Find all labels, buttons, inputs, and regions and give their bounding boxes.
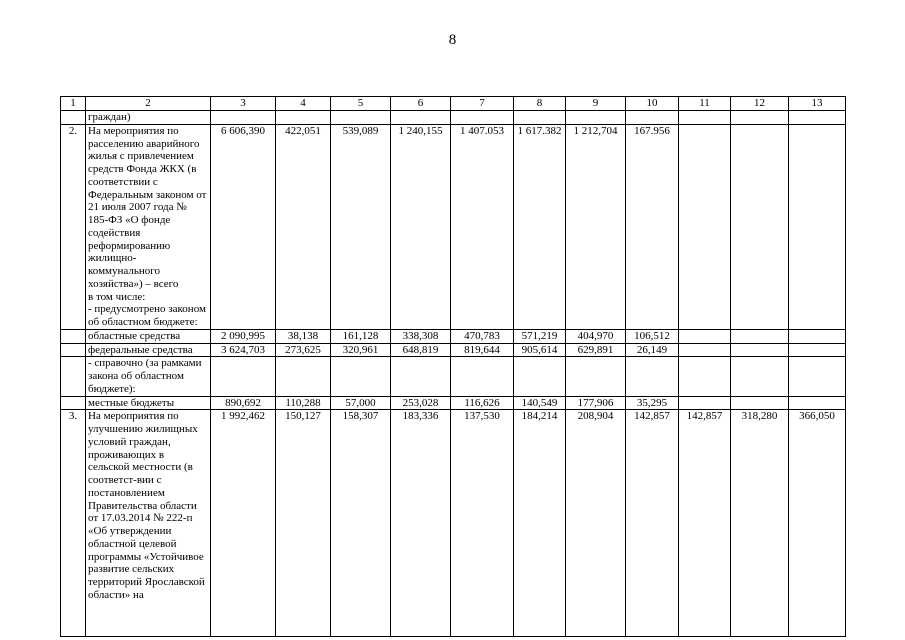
value-cell: 1 407.053 xyxy=(451,124,514,329)
value-cell xyxy=(514,111,566,125)
table-row xyxy=(61,357,846,396)
value-cell xyxy=(451,111,514,125)
value-cell: 1 992,462 xyxy=(211,410,276,637)
value-cell: 273,625 xyxy=(276,343,331,357)
value-cell: 571,219 xyxy=(514,329,566,343)
row-label-cell xyxy=(86,410,211,637)
value-cell xyxy=(391,111,451,125)
value-cell xyxy=(731,329,789,343)
value-cell: 6 606,390 xyxy=(211,124,276,329)
value-cell xyxy=(566,111,626,125)
table-row xyxy=(61,111,846,125)
row-label-paragraph: в том числе: xyxy=(88,290,146,303)
value-cell: 177,906 xyxy=(566,396,626,410)
value-cell xyxy=(789,343,846,357)
value-cell: 338,308 xyxy=(391,329,451,343)
column-number-header: 10 xyxy=(626,97,679,111)
value-cell: 38,138 xyxy=(276,329,331,343)
value-cell xyxy=(789,124,846,329)
row-number-cell xyxy=(61,357,86,396)
value-cell xyxy=(731,124,789,329)
value-cell: 1 617.382 xyxy=(514,124,566,329)
value-cell xyxy=(679,396,731,410)
row-number-cell xyxy=(61,396,86,410)
row-number-cell: 3. xyxy=(61,410,86,637)
value-cell: 1 212,704 xyxy=(566,124,626,329)
value-cell xyxy=(789,396,846,410)
row-label-cell xyxy=(86,396,211,410)
value-cell: 161,128 xyxy=(331,329,391,343)
value-cell xyxy=(331,111,391,125)
column-number-header: 1 xyxy=(61,97,86,111)
column-number-header: 2 xyxy=(86,97,211,111)
value-cell: 320,961 xyxy=(331,343,391,357)
value-cell: 142,857 xyxy=(626,410,679,637)
value-cell: 158,307 xyxy=(331,410,391,637)
table-row xyxy=(61,396,846,410)
value-cell: 184,214 xyxy=(514,410,566,637)
column-number-header: 8 xyxy=(514,97,566,111)
value-cell xyxy=(626,357,679,396)
value-cell xyxy=(789,357,846,396)
value-cell xyxy=(276,111,331,125)
value-cell xyxy=(731,357,789,396)
value-cell xyxy=(626,111,679,125)
row-number-cell xyxy=(61,111,86,125)
row-label-cell xyxy=(86,124,211,329)
value-cell: 110,288 xyxy=(276,396,331,410)
value-cell xyxy=(731,343,789,357)
value-cell: 422,051 xyxy=(276,124,331,329)
value-cell: 26,149 xyxy=(626,343,679,357)
row-label-paragraph: - справочно (за рамками закона об областном бюджете): xyxy=(88,357,202,395)
value-cell: 167.956 xyxy=(626,124,679,329)
value-cell xyxy=(211,357,276,396)
value-cell: 150,127 xyxy=(276,410,331,637)
column-number-header: 11 xyxy=(679,97,731,111)
value-cell xyxy=(679,357,731,396)
value-cell: 57,000 xyxy=(331,396,391,410)
value-cell: 905,614 xyxy=(514,343,566,357)
value-cell xyxy=(451,357,514,396)
row-label-paragraph: федеральные средства xyxy=(88,343,193,356)
row-label-cell xyxy=(86,329,211,343)
value-cell: 253,028 xyxy=(391,396,451,410)
value-cell: 470,783 xyxy=(451,329,514,343)
row-label-paragraph: граждан) xyxy=(88,111,131,123)
row-label-cell xyxy=(86,111,211,125)
value-cell xyxy=(566,357,626,396)
value-cell xyxy=(331,357,391,396)
value-cell xyxy=(679,329,731,343)
value-cell: 183,336 xyxy=(391,410,451,637)
value-cell: 137,530 xyxy=(451,410,514,637)
column-number-header: 6 xyxy=(391,97,451,111)
value-cell xyxy=(679,124,731,329)
row-number-cell xyxy=(61,343,86,357)
value-cell: 208,904 xyxy=(566,410,626,637)
value-cell xyxy=(276,357,331,396)
value-cell: 648,819 xyxy=(391,343,451,357)
value-cell xyxy=(679,111,731,125)
row-number-cell xyxy=(61,329,86,343)
row-label-paragraph: На мероприятия по расселению аварийного жилья с привлечением средств Фонда ЖКХ (в соответствии с Федеральным законом от 21 июля 2007 года № 185-ФЗ «О фонде содействия реформированию жилищно-коммунального хозяйства») – всего xyxy=(88,124,207,290)
value-cell: 1 240,155 xyxy=(391,124,451,329)
value-cell: 140,549 xyxy=(514,396,566,410)
row-label-cell xyxy=(86,357,211,396)
row-number-cell: 2. xyxy=(61,124,86,329)
value-cell xyxy=(789,329,846,343)
row-label-paragraph: На мероприятия по улучшению жилищных условий граждан, проживающих в сельской местности (в соответст-вии с постановлением Правительства области от 17.03.2014 № 222-п «Об утверждении областной целевой программы «Устойчивое развитие сельских территорий Ярославской области» на xyxy=(88,410,205,601)
value-cell: 35,295 xyxy=(626,396,679,410)
value-cell xyxy=(679,343,731,357)
budget-table xyxy=(60,96,846,637)
value-cell: 106,512 xyxy=(626,329,679,343)
value-cell xyxy=(211,111,276,125)
value-cell: 366,050 xyxy=(789,410,846,637)
column-number-header: 13 xyxy=(789,97,846,111)
table-row xyxy=(61,343,846,357)
table-row xyxy=(61,124,846,329)
page-number: 8 xyxy=(448,32,457,48)
value-cell xyxy=(731,111,789,125)
value-cell: 539,089 xyxy=(331,124,391,329)
value-cell: 819,644 xyxy=(451,343,514,357)
row-label-cell xyxy=(86,343,211,357)
value-cell xyxy=(789,111,846,125)
value-cell: 318,280 xyxy=(731,410,789,637)
value-cell: 2 090,995 xyxy=(211,329,276,343)
value-cell: 3 624,703 xyxy=(211,343,276,357)
column-number-header: 7 xyxy=(451,97,514,111)
column-number-header: 3 xyxy=(211,97,276,111)
column-number-header: 9 xyxy=(566,97,626,111)
column-number-header: 12 xyxy=(731,97,789,111)
row-label-paragraph: местные бюджеты xyxy=(88,396,175,409)
table-row xyxy=(61,410,846,637)
value-cell xyxy=(731,396,789,410)
column-number-header: 4 xyxy=(276,97,331,111)
table-header-row xyxy=(61,97,846,111)
row-label-paragraph: - предусмотрено законом об областном бюджете: xyxy=(88,303,206,328)
value-cell: 629,891 xyxy=(566,343,626,357)
table-row xyxy=(61,329,846,343)
value-cell xyxy=(391,357,451,396)
value-cell: 142,857 xyxy=(679,410,731,637)
row-label-paragraph: областные средства xyxy=(88,329,181,342)
value-cell: 116,626 xyxy=(451,396,514,410)
value-cell xyxy=(514,357,566,396)
value-cell: 890,692 xyxy=(211,396,276,410)
column-number-header: 5 xyxy=(331,97,391,111)
value-cell: 404,970 xyxy=(566,329,626,343)
